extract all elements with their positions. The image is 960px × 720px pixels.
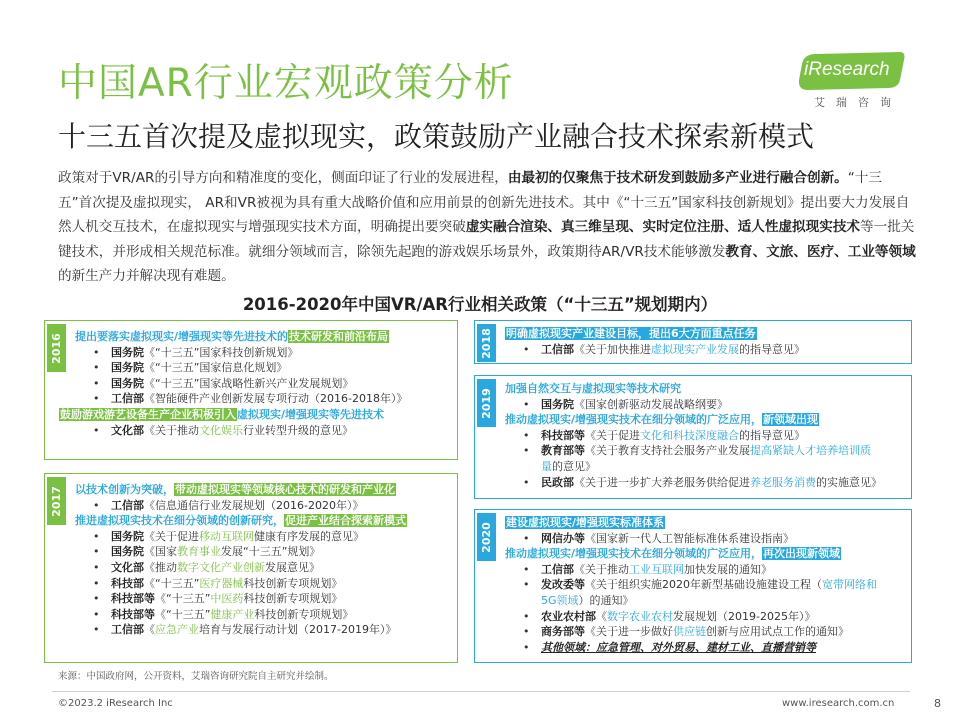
- source-note: 来源：中国政府网，公开资料，艾瑞咨询研究院自主研究并绘制。: [58, 671, 334, 682]
- page-number: 8: [934, 697, 941, 710]
- year-label-2019: 2019: [477, 379, 496, 427]
- page-subtitle: 十三五首次提及虚拟现实，政策鼓励产业融合技术探索新模式: [58, 120, 815, 153]
- page-title: 中国AR行业宏观政策分析: [58, 61, 514, 106]
- intro-paragraph: 政策对于VR/AR的引导方向和精准度的变化，侧面印证了行业的发展进程，由最初的仅聚焦于技术研发到鼓励多产业进行融合创新。“十三五”首次提及虚拟现实， AR和VR被视为具有重大战略价值和应用前景的创新先进技术。其中《“十三五”国家科技创新规划》提出要大力发展自然人机交互技术，在虚拟现实与增强现实技术方面，明确提出要突破虚实融合渲染、真三维呈现、实时定位注册、适人性虚拟现实技术等一批关键技术，并形成相关规范标准。就细分领域而言，除领先起跑的游戏娱乐场景外，政策期待AR/VR技术能够激发教育、文旅、医疗、工业等领域的新生产力并解决现有难题。: [58, 170, 916, 284]
- policy-box-2019: 2019 加强自然交互与虚拟现实等技术研究 • 国务院《国家创新驱动发展战略纲要》 推动虚拟现实/增强现实技术在细分领域的广泛应用，新领域出现 • 科技部等《关于促进文化和科技深度融合的指导意见》 • 教育部等《关于教育支持社会服务产业发展提高紧缺人才培养培训质 量的意见》 • 民政部《关于进一步扩大养老服务供给促进养老服务消费的实施意见》: [474, 375, 912, 499]
- year-label-2016: 2016: [47, 324, 66, 372]
- table-title: 2016-2020年中国VR/AR行业相关政策（“十三五”规划期内）: [242, 295, 718, 314]
- year-label-2020: 2020: [477, 513, 496, 561]
- year-label-2018: 2018: [477, 324, 496, 362]
- policy-box-2017: 2017 以技术创新为突破，带动虚拟现实等领域核心技术的研发和产业化 • 工信部《信息通信行业发展规划（2016-2020年）》 推进虚拟现实技术在细分领域的创新研究，促进产业结合探索新模式 • 国务院《关于促进移动互联网健康有序发展的意见》 • 国务院《国家教育事业发展“十三五”规划》 • 文化部《推动数字文化产业创新发展意见》 • 科技部《“十三五”医疗器械科技创新专项规划》 • 科技部等《“十三五”中医药科技创新专项规划》 • 科技部等《“十三五”健康产业科技创新专项规划》 • 工信部《应急产业培育与发展行动计划（2017-2019年）》: [44, 473, 458, 663]
- policy-box-2016: 2016 提出要落实虚拟现实/增强现实等先进技术的技术研发和前沿布局 • 国务院《“十三五”国家科技创新规划》 • 国务院《“十三五”国家信息化规划》 • 国务院《“十三五”国家战略性新兴产业发展规划》 • 工信部《智能硬件产业创新发展专项行动（2016-2018年）》 鼓励游戏游艺设备生产企业积极引入虚拟现实/增强现实等先进技术 • 文化部《关于推动文化娱乐行业转型升级的意见》: [44, 320, 458, 460]
- footer-divider: [52, 691, 910, 692]
- year-label-2017: 2017: [47, 477, 66, 525]
- logo-text: iResearch: [804, 59, 890, 80]
- iresearch-logo: [796, 50, 910, 114]
- policy-box-2018: 2018 明确虚拟现实产业建设目标，提出6大方面重点任务 • 工信部《关于加快推进虚拟现实产业发展的指导意见》: [474, 320, 912, 364]
- copyright: ©2023.2 iResearch Inc: [58, 698, 173, 709]
- website-link[interactable]: www.iresearch.com.cn: [782, 698, 895, 709]
- logo-chinese: 艾瑞咨询: [814, 96, 902, 109]
- policy-box-2020: 2020 建设虚拟现实/增强现实标准体系 • 网信办等《国家新一代人工智能标准体系建设指南》 推动虚拟现实/增强现实技术在细分领域的广泛应用，再次出现新领域 • 工信部《关于推动工业互联网加快发展的通知》 • 发改委等《关于组织实施2020年新型基础设施建设工程（宽带网络和 5G领域）的通知》 • 农业农村部《数字农业农村发展规划（2019-2025年）》 • 商务部等《关于进一步做好供应链创新与应用试点工作的通知》 • 其他领域：应急管理、对外贸易、建材工业、直播营销等: [474, 509, 912, 663]
